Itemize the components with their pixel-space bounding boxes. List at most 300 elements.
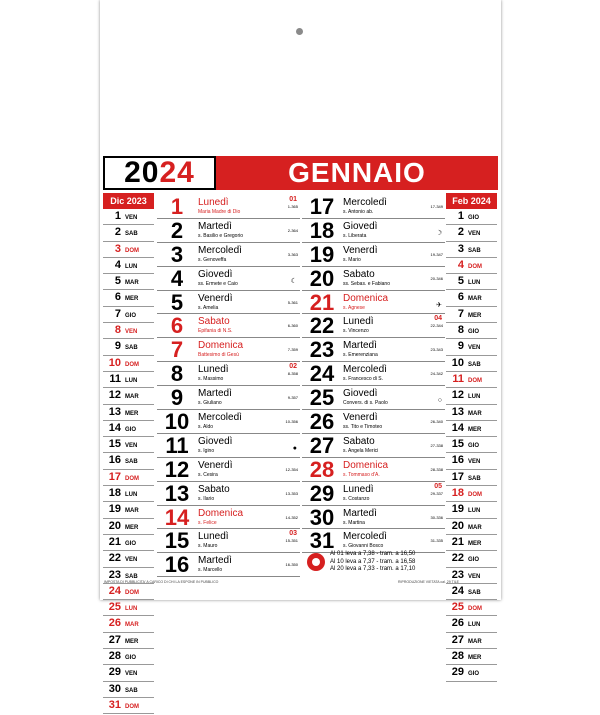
saint-name: s. Giovanni Bosco	[343, 543, 384, 550]
next-month-column	[446, 193, 497, 682]
side-day-number: 2	[114, 226, 121, 239]
day-row	[302, 314, 445, 338]
side-day-weekday: MAR	[468, 524, 482, 531]
side-day-weekday: GIO	[468, 215, 480, 221]
day-name: Martedì	[198, 220, 232, 232]
side-day-row	[103, 682, 154, 698]
side-day-row	[103, 339, 154, 355]
day-of-year: 27-338	[430, 442, 443, 448]
side-day-number: 9	[457, 340, 464, 353]
side-day-number: 6	[457, 291, 464, 304]
year-suffix: 24	[159, 156, 195, 189]
side-day-number: 16	[451, 454, 464, 467]
day-row	[302, 506, 445, 530]
side-day-weekday: VEN	[125, 443, 138, 450]
side-day-row	[446, 356, 497, 372]
side-day-row	[103, 698, 154, 714]
side-day-weekday: MER	[125, 410, 139, 417]
day-row	[157, 338, 300, 362]
side-day-number: 29	[108, 666, 121, 679]
day-name: Sabato	[198, 316, 230, 328]
side-day-weekday: MAR	[125, 394, 139, 401]
side-day-weekday: GIO	[468, 671, 480, 678]
day-row	[157, 410, 300, 434]
side-day-weekday: MER	[468, 655, 482, 662]
saint-name: s. Igino	[198, 447, 215, 454]
day-name: Lunedì	[198, 364, 229, 376]
day-name: Lunedì	[198, 531, 229, 543]
side-day-number: 22	[108, 552, 121, 565]
side-day-number: 20	[108, 519, 121, 532]
side-day-number: 10	[108, 356, 121, 369]
saint-name: ss. Tito e Timoteo	[343, 424, 383, 431]
day-of-year: 24-342	[430, 371, 443, 377]
day-name: Giovedì	[198, 268, 233, 280]
side-day-number: 11	[452, 372, 464, 385]
side-day-weekday: LUN	[125, 377, 138, 384]
saint-name: s. Martina	[343, 519, 365, 526]
saint-name: s. Felice	[198, 519, 217, 526]
side-day-weekday: GIO	[468, 443, 480, 450]
side-day-weekday: DOM	[468, 606, 482, 613]
sun-time-line: Al 01 leva a 7,38 - tram. a 16,50	[330, 551, 416, 557]
side-day-number: 17	[451, 470, 464, 483]
footer-left-note: IMPOSTA DI PUBBLICITA' A CARICO DI CHI LA ESPONE IN PUBBLICO	[104, 580, 219, 584]
side-day-weekday: MER	[468, 540, 482, 547]
side-day-weekday: DOM	[468, 492, 482, 499]
side-day-row	[103, 486, 154, 502]
side-day-weekday: DOM	[125, 703, 139, 710]
side-day-row	[103, 405, 154, 421]
side-day-row	[103, 437, 154, 453]
side-day-weekday: MAR	[468, 410, 482, 417]
day-number: 29	[309, 480, 335, 506]
side-day-weekday: VEN	[125, 671, 138, 678]
saint-name: ss. Sebas. e Fabiano	[343, 280, 390, 287]
side-day-row	[446, 405, 497, 421]
side-day-number: 24	[451, 584, 464, 597]
side-day-number: 21	[451, 535, 464, 548]
side-day-row	[446, 535, 497, 551]
january-days-second-half	[302, 195, 445, 553]
side-day-row	[446, 502, 497, 518]
side-day-row	[103, 502, 154, 518]
day-name: Martedì	[343, 340, 377, 352]
day-number: 2	[170, 217, 184, 243]
side-day-row	[446, 209, 497, 225]
side-day-row	[446, 372, 497, 388]
day-name: Venerdì	[198, 459, 233, 471]
side-day-weekday: SAB	[468, 361, 481, 368]
side-day-number: 1	[114, 210, 121, 222]
side-day-row	[446, 600, 497, 616]
day-name: Venerdì	[198, 292, 233, 304]
side-day-weekday: DOM	[125, 475, 139, 482]
side-day-row	[103, 242, 154, 258]
day-row	[302, 386, 445, 410]
side-day-number: 5	[114, 275, 121, 288]
day-row	[157, 243, 300, 267]
side-day-weekday: GIO	[125, 312, 137, 319]
saint-name: Battesimo di Gesù	[198, 352, 239, 359]
side-day-row	[103, 453, 154, 469]
day-number: 1	[170, 194, 184, 219]
side-day-row	[446, 339, 497, 355]
day-of-year: 12-354	[285, 466, 298, 472]
next-month-title: Feb 2024	[446, 193, 497, 209]
side-day-number: 29	[451, 666, 464, 679]
side-day-weekday: DOM	[468, 263, 482, 270]
week-number: 01	[289, 196, 297, 203]
saint-name: s. Genoveffa	[198, 256, 227, 263]
day-of-year: 1-365	[287, 204, 298, 209]
day-name: Mercoledì	[343, 197, 387, 208]
hanging-hole	[296, 28, 303, 35]
side-day-row	[446, 616, 497, 632]
day-number: 13	[164, 480, 190, 506]
saint-name: s. Liberata	[343, 232, 367, 239]
side-day-number: 14	[451, 421, 464, 434]
day-of-year: 9-357	[287, 395, 298, 401]
week-number: 04	[434, 315, 442, 323]
side-day-weekday: VEN	[125, 329, 138, 336]
day-number: 9	[170, 385, 184, 411]
day-name: Domenica	[343, 459, 389, 471]
saint-name: s. Mario	[343, 256, 361, 263]
side-day-row	[446, 274, 497, 290]
day-number: 12	[164, 456, 190, 482]
day-number: 27	[309, 432, 335, 458]
moon-phase-icon: ☽	[435, 229, 442, 237]
side-day-number: 13	[451, 405, 464, 418]
side-day-weekday: VEN	[125, 215, 138, 221]
side-day-weekday: MAR	[125, 622, 139, 629]
saint-name: ss. Ermete e Caio	[198, 280, 238, 287]
day-number: 17	[309, 194, 335, 219]
saint-name: s. Agnese	[343, 304, 365, 311]
month-title: GENNAIO	[288, 157, 426, 188]
side-day-weekday: GIO	[125, 426, 137, 433]
side-day-row	[446, 242, 497, 258]
side-day-row	[103, 225, 154, 241]
side-day-weekday: MER	[125, 296, 139, 303]
day-number: 30	[309, 504, 335, 530]
saint-name: s. Angela Merici	[343, 447, 379, 454]
side-day-number: 4	[457, 258, 464, 271]
day-name: Sabato	[198, 483, 230, 495]
day-row	[157, 267, 300, 291]
day-row	[302, 529, 445, 553]
side-day-weekday: DOM	[125, 589, 139, 596]
side-day-number: 8	[457, 324, 464, 337]
year-prefix: 20	[124, 156, 160, 189]
footer-right-note: RIPRODUZIONE VIETATA cal. 29 TILE	[398, 580, 460, 584]
side-day-weekday: LUN	[468, 508, 481, 515]
day-name: Mercoledì	[343, 364, 387, 376]
side-day-number: 15	[108, 438, 121, 451]
day-number: 15	[164, 528, 190, 554]
side-day-row	[103, 649, 154, 665]
side-day-weekday: LUN	[125, 606, 138, 613]
side-day-number: 25	[451, 601, 464, 614]
day-row	[157, 362, 300, 386]
side-day-row	[446, 258, 497, 274]
moon-phase-icon: ✈	[436, 301, 442, 309]
side-day-weekday: VEN	[468, 573, 481, 580]
side-day-number: 27	[108, 633, 121, 646]
side-day-row	[446, 649, 497, 665]
saint-name: s. Amelia	[198, 304, 219, 311]
side-day-weekday: MER	[468, 426, 482, 433]
side-day-row	[446, 323, 497, 339]
sun-time-line: Al 20 leva a 7,33 - tram. a 17,10	[330, 566, 416, 572]
day-name: Giovedì	[198, 435, 233, 447]
sun-times-box	[302, 551, 445, 575]
side-day-row	[103, 616, 154, 632]
side-day-number: 22	[451, 552, 464, 565]
day-name: Lunedì	[198, 197, 229, 208]
week-number: 03	[289, 530, 297, 538]
day-of-year: 20-346	[430, 275, 443, 281]
day-row	[157, 482, 300, 506]
side-day-weekday: LUN	[468, 280, 481, 287]
side-day-number: 23	[108, 568, 121, 581]
previous-month-column	[103, 193, 154, 714]
day-number: 24	[309, 361, 335, 387]
side-day-row	[103, 209, 154, 225]
side-day-number: 12	[108, 389, 121, 402]
side-day-weekday: SAB	[125, 687, 138, 694]
side-day-number: 7	[457, 307, 464, 320]
side-day-number: 28	[108, 650, 121, 663]
day-row	[157, 506, 300, 530]
day-name: Martedì	[343, 507, 377, 519]
side-day-row	[103, 258, 154, 274]
side-day-row	[446, 421, 497, 437]
day-name: Mercoledì	[343, 531, 387, 543]
side-day-weekday: MER	[125, 638, 139, 645]
side-day-number: 4	[114, 258, 121, 271]
side-day-row	[103, 274, 154, 290]
day-row	[157, 458, 300, 482]
day-of-year: 22-344	[430, 323, 443, 329]
side-day-number: 12	[451, 389, 464, 402]
side-day-row	[103, 633, 154, 649]
day-number: 21	[309, 289, 335, 315]
side-day-number: 13	[108, 405, 121, 418]
side-day-weekday: SAB	[468, 475, 481, 482]
day-number: 16	[164, 552, 190, 578]
day-row	[302, 267, 445, 291]
day-row	[302, 219, 445, 243]
side-day-weekday: GIO	[468, 557, 480, 564]
side-day-number: 3	[114, 242, 121, 255]
day-of-year: 6-360	[287, 323, 298, 329]
side-day-number: 10	[451, 356, 464, 369]
side-day-number: 9	[114, 340, 121, 353]
side-day-weekday: MAR	[468, 296, 482, 303]
moon-phase-icon: ●	[292, 444, 297, 452]
day-number: 6	[170, 313, 184, 339]
saint-name: Convers. di s. Paolo	[343, 400, 388, 407]
day-number: 8	[170, 361, 184, 387]
day-of-year: 19-347	[430, 251, 443, 257]
day-of-year: 28-338	[430, 466, 443, 472]
day-name: Giovedì	[343, 388, 378, 400]
side-day-number: 31	[108, 698, 121, 711]
side-day-weekday: VEN	[468, 231, 481, 238]
side-day-weekday: DOM	[125, 361, 139, 368]
day-name: Giovedì	[343, 220, 378, 232]
side-day-weekday: MAR	[468, 638, 482, 645]
side-day-number: 18	[108, 487, 121, 500]
side-day-weekday: MAR	[125, 508, 139, 515]
side-day-number: 11	[109, 372, 121, 385]
day-of-year: 7-359	[287, 347, 298, 353]
side-day-number: 5	[457, 275, 464, 288]
side-day-number: 2	[457, 226, 464, 239]
side-day-row	[446, 225, 497, 241]
sun-times-list	[330, 551, 415, 574]
day-row	[157, 195, 300, 219]
side-day-number: 25	[108, 601, 121, 614]
side-day-weekday: VEN	[125, 557, 138, 564]
day-name: Sabato	[343, 435, 375, 447]
day-number: 22	[309, 313, 335, 339]
side-day-row	[446, 551, 497, 567]
day-number: 4	[170, 265, 184, 291]
side-day-row	[103, 290, 154, 306]
side-day-row	[446, 633, 497, 649]
side-day-weekday: DOM	[468, 377, 482, 384]
side-day-row	[103, 665, 154, 681]
side-day-number: 8	[114, 324, 121, 337]
day-name: Venerdì	[343, 244, 378, 256]
side-day-weekday: MER	[468, 312, 482, 319]
day-row	[157, 434, 300, 458]
side-day-number: 21	[108, 535, 121, 548]
side-day-row	[446, 453, 497, 469]
day-number: 7	[170, 337, 184, 363]
side-day-row	[103, 372, 154, 388]
side-day-weekday: MER	[125, 524, 139, 531]
day-name: Domenica	[198, 507, 244, 519]
day-row	[157, 553, 300, 577]
day-number: 25	[309, 385, 335, 411]
day-name: Lunedì	[343, 316, 374, 328]
day-number: 14	[164, 504, 190, 530]
saint-name: Epifania di N.S.	[198, 328, 233, 335]
side-day-row	[446, 290, 497, 306]
month-banner	[216, 156, 498, 190]
day-of-year: 29-337	[430, 490, 443, 496]
day-row	[302, 410, 445, 434]
saint-name: s. Francesco di S.	[343, 376, 384, 383]
side-day-row	[446, 437, 497, 453]
side-day-row	[103, 421, 154, 437]
side-day-number: 23	[451, 568, 464, 581]
day-row	[302, 362, 445, 386]
day-number: 20	[309, 265, 335, 291]
side-day-number: 14	[108, 421, 121, 434]
side-day-weekday: LUN	[125, 492, 138, 499]
saint-name: s. Vincenzo	[343, 328, 369, 335]
side-day-row	[446, 388, 497, 404]
day-row	[302, 434, 445, 458]
side-day-number: 7	[114, 307, 121, 320]
day-row	[157, 529, 300, 553]
day-name: Domenica	[343, 292, 389, 304]
side-day-weekday: SAB	[125, 345, 138, 352]
side-day-number: 17	[108, 470, 121, 483]
side-day-number: 20	[451, 519, 464, 532]
day-name: Lunedì	[343, 483, 374, 495]
day-of-year: 13-353	[285, 490, 298, 496]
day-number: 5	[170, 289, 184, 315]
day-row	[157, 219, 300, 243]
side-day-weekday: SAB	[125, 573, 138, 580]
side-day-weekday: MAR	[125, 280, 139, 287]
side-day-number: 18	[451, 487, 464, 500]
side-day-row	[446, 665, 497, 681]
side-day-row	[446, 486, 497, 502]
side-day-number: 30	[108, 682, 121, 695]
side-day-weekday: SAB	[468, 247, 481, 254]
side-day-row	[103, 535, 154, 551]
day-number: 28	[309, 456, 335, 482]
day-of-year: 23-343	[430, 347, 443, 353]
side-day-weekday: LUN	[468, 622, 481, 629]
side-day-row	[103, 323, 154, 339]
side-day-row	[103, 551, 154, 567]
saint-name: s. Marcello	[198, 567, 223, 574]
day-of-year: 5-361	[287, 299, 298, 305]
side-day-row	[446, 519, 497, 535]
day-name: Sabato	[343, 268, 375, 280]
side-day-row	[103, 600, 154, 616]
day-of-year: 17-349	[430, 204, 443, 209]
side-day-row	[446, 470, 497, 486]
side-day-number: 24	[108, 584, 121, 597]
day-of-year: 26-340	[430, 419, 443, 425]
day-of-year: 10-356	[285, 419, 298, 425]
week-number: 05	[434, 482, 442, 490]
side-day-number: 19	[451, 503, 464, 516]
side-day-weekday: GIO	[468, 329, 480, 336]
side-day-number: 26	[108, 617, 121, 630]
day-row	[157, 386, 300, 410]
side-day-number: 16	[108, 454, 121, 467]
day-of-year: 15-351	[285, 538, 298, 544]
day-row	[302, 458, 445, 482]
side-day-weekday: SAB	[468, 589, 481, 596]
day-row	[157, 291, 300, 315]
side-day-row	[103, 470, 154, 486]
day-of-year: 30-336	[430, 514, 443, 520]
saint-name: s. Massimo	[198, 376, 224, 383]
day-number: 18	[309, 217, 335, 243]
saint-name: s. Tommaso d'A.	[343, 471, 380, 478]
side-day-weekday: SAB	[125, 231, 138, 238]
day-of-year: 3-363	[287, 251, 298, 257]
saint-name: s. Basilio e Gregorio	[198, 232, 244, 239]
day-name: Mercoledì	[198, 412, 242, 424]
day-of-year: 2-364	[287, 227, 298, 233]
saint-name: s. Antonio ab.	[343, 209, 374, 215]
day-number: 31	[309, 528, 335, 554]
side-day-row	[103, 356, 154, 372]
side-day-weekday: GIO	[125, 655, 137, 662]
